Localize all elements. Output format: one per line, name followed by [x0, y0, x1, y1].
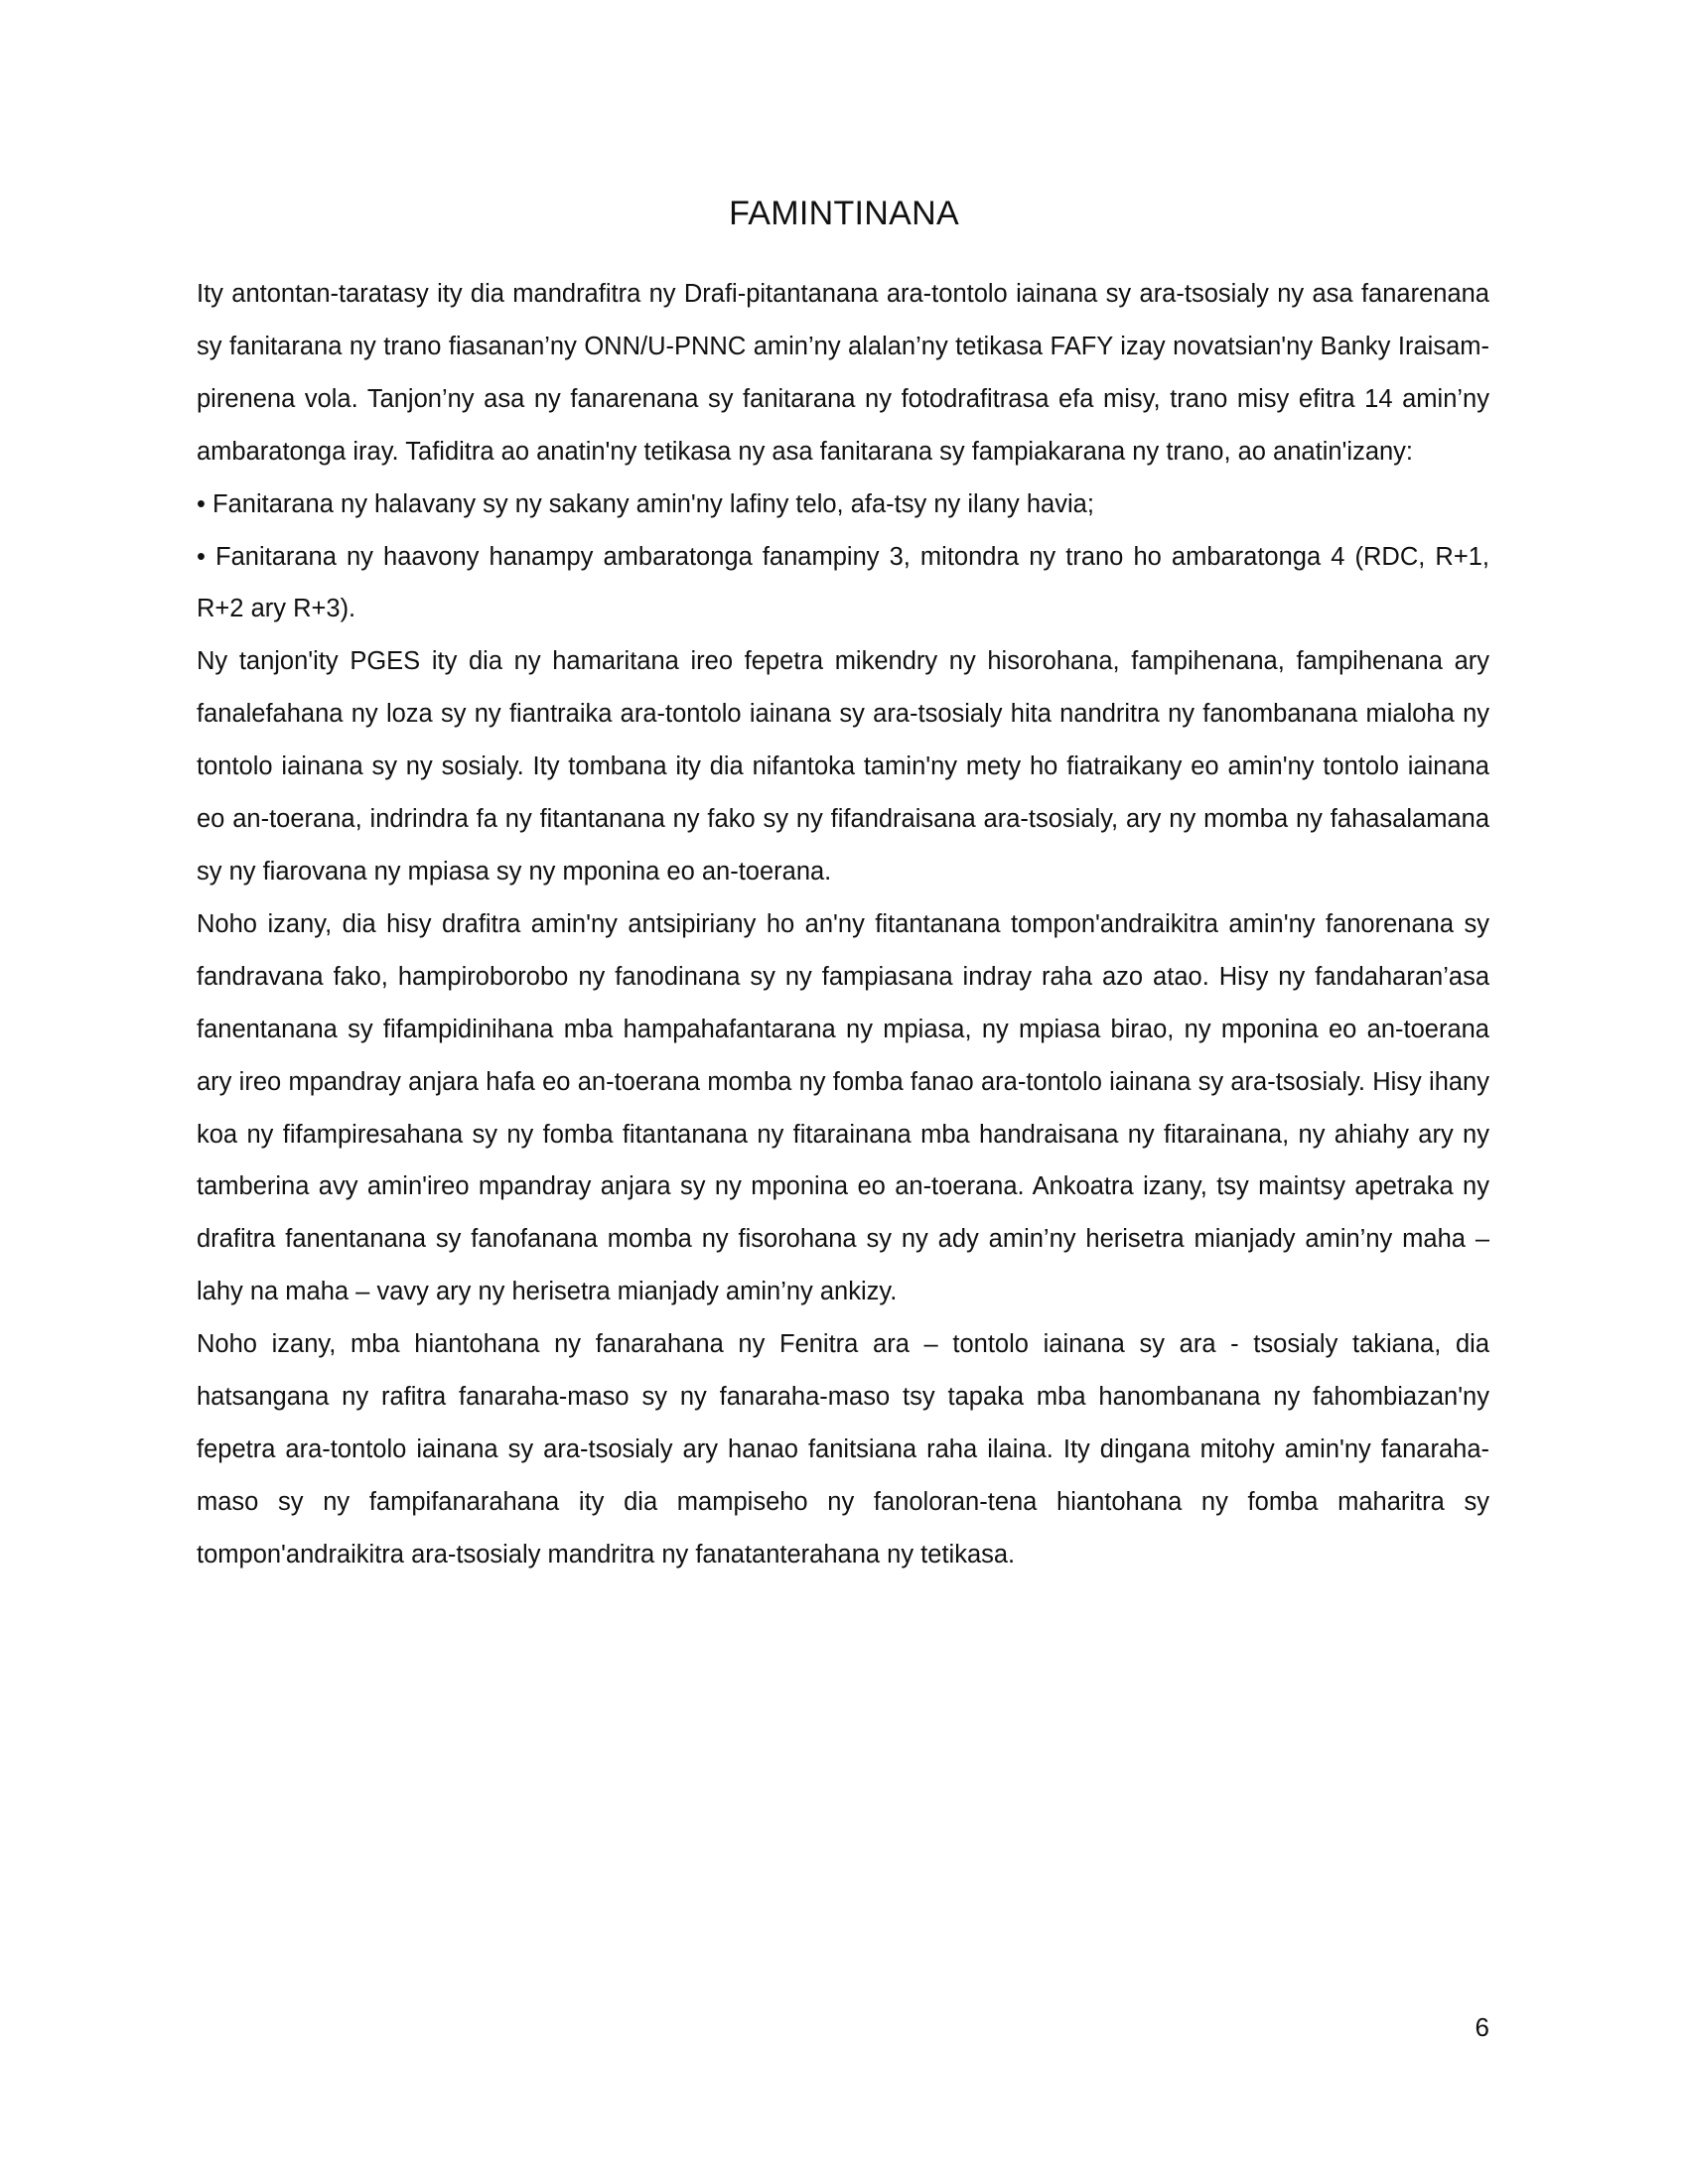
- paragraph-intro: Ity antontan-taratasy ity dia mandrafitra ny Drafi-pitantanana ara-tontolo iainana sy ara-tsosialy ny asa fanarenana sy fanitarana ny trano fiasanan’ny ONN/U-PNNC amin’ny alalan’ny tetikasa FAFY izay novatsian'ny Banky Iraisam-pirenena vola. Tanjon’ny asa ny fanarenana sy fanitarana ny fotodrafitrasa efa misy, trano misy efitra 14 amin’ny ambaratonga iray. Tafiditra ao anatin'ny tetikasa ny asa fanitarana sy fampiakarana ny trano, ao anatin'izany:: [197, 280, 1489, 466]
- paragraph-plans: Noho izany, dia hisy drafitra amin'ny antsipiriany ho an'ny fitantanana tompon'andraikitra amin'ny fanorenana sy fandravana fako, hampiroborobo ny fanodinana sy ny fampiasana indray raha azo atao. Hisy ny fandaharan’asa fanentanana sy fifampidinihana mba hampahafantarana ny mpiasa, ny mpiasa birao, ny mponina eo an-toerana ary ireo mpandray anjara hafa eo an-toerana momba ny fomba fanao ara-tontolo iainana sy ara-tsosialy. Hisy ihany koa ny fifampiresahana sy ny fomba fitantanana ny fitarainana mba handraisana ny fitarainana, ny ahiahy ary ny tamberina avy amin'ireo mpandray anjara sy ny mponina eo an-toerana. Ankoatra izany, tsy maintsy apetraka ny drafitra fanentanana sy fanofanana momba ny fisorohana sy ny ady amin’ny herisetra mianjady amin’ny maha – lahy na maha – vavy ary ny herisetra mianjady amin’ny ankizy.: [197, 909, 1489, 1306]
- paragraph-monitoring: Noho izany, mba hiantohana ny fanarahana ny Fenitra ara – tontolo iainana sy ara - tsosialy takiana, dia hatsangana ny rafitra fanaraha-maso sy ny fanaraha-maso tsy tapaka mba hanombanana ny fahombiazan'ny fepetra ara-tontolo iainana sy ara-tsosialy ary hanao fanitsiana raha ilaina. Ity dingana mitohy amin'ny fanaraha-maso sy ny fampifanarahana ity dia mampiseho ny fanoloran-tena hiantohana ny fomba maharitra sy tompon'andraikitra ara-tsosialy mandritra ny fanatanterahana ny tetikasa.: [197, 1330, 1489, 1569]
- page-number: 6: [1475, 2012, 1489, 2042]
- page-title: FAMINTINANA: [729, 195, 959, 232]
- paragraph-objectives: Ny tanjon'ity PGES ity dia ny hamaritana ireo fepetra mikendry ny hisorohana, fampihenana, fampihenana ary fanalefahana ny loza sy ny fiantraika ara-tontolo iainana sy ara-tsosialy hita nandritra ny fanombanana mialoha ny tontolo iainana sy ny sosialy. Ity tombana ity dia nifantoka tamin'ny mety ho fiatraikany eo amin'ny tontolo iainana eo an-toerana, indrindra fa ny fitantanana ny fako sy ny fifandraisana ara-tsosialy, ary ny momba ny fahasalamana sy ny fiarovana ny mpiasa sy ny mponina eo an-toerana.: [197, 647, 1489, 886]
- bullet-item: • Fanitarana ny halavany sy ny sakany amin'ny lafiny telo, afa-tsy ny ilany havia;: [197, 489, 1094, 518]
- bullet-item: • Fanitarana ny haavony hanampy ambaratonga fanampiny 3, mitondra ny trano ho ambaratonga 4 (RDC, R+1, R+2 ary R+3).: [197, 542, 1489, 623]
- summary-body: [197, 268, 1489, 1581]
